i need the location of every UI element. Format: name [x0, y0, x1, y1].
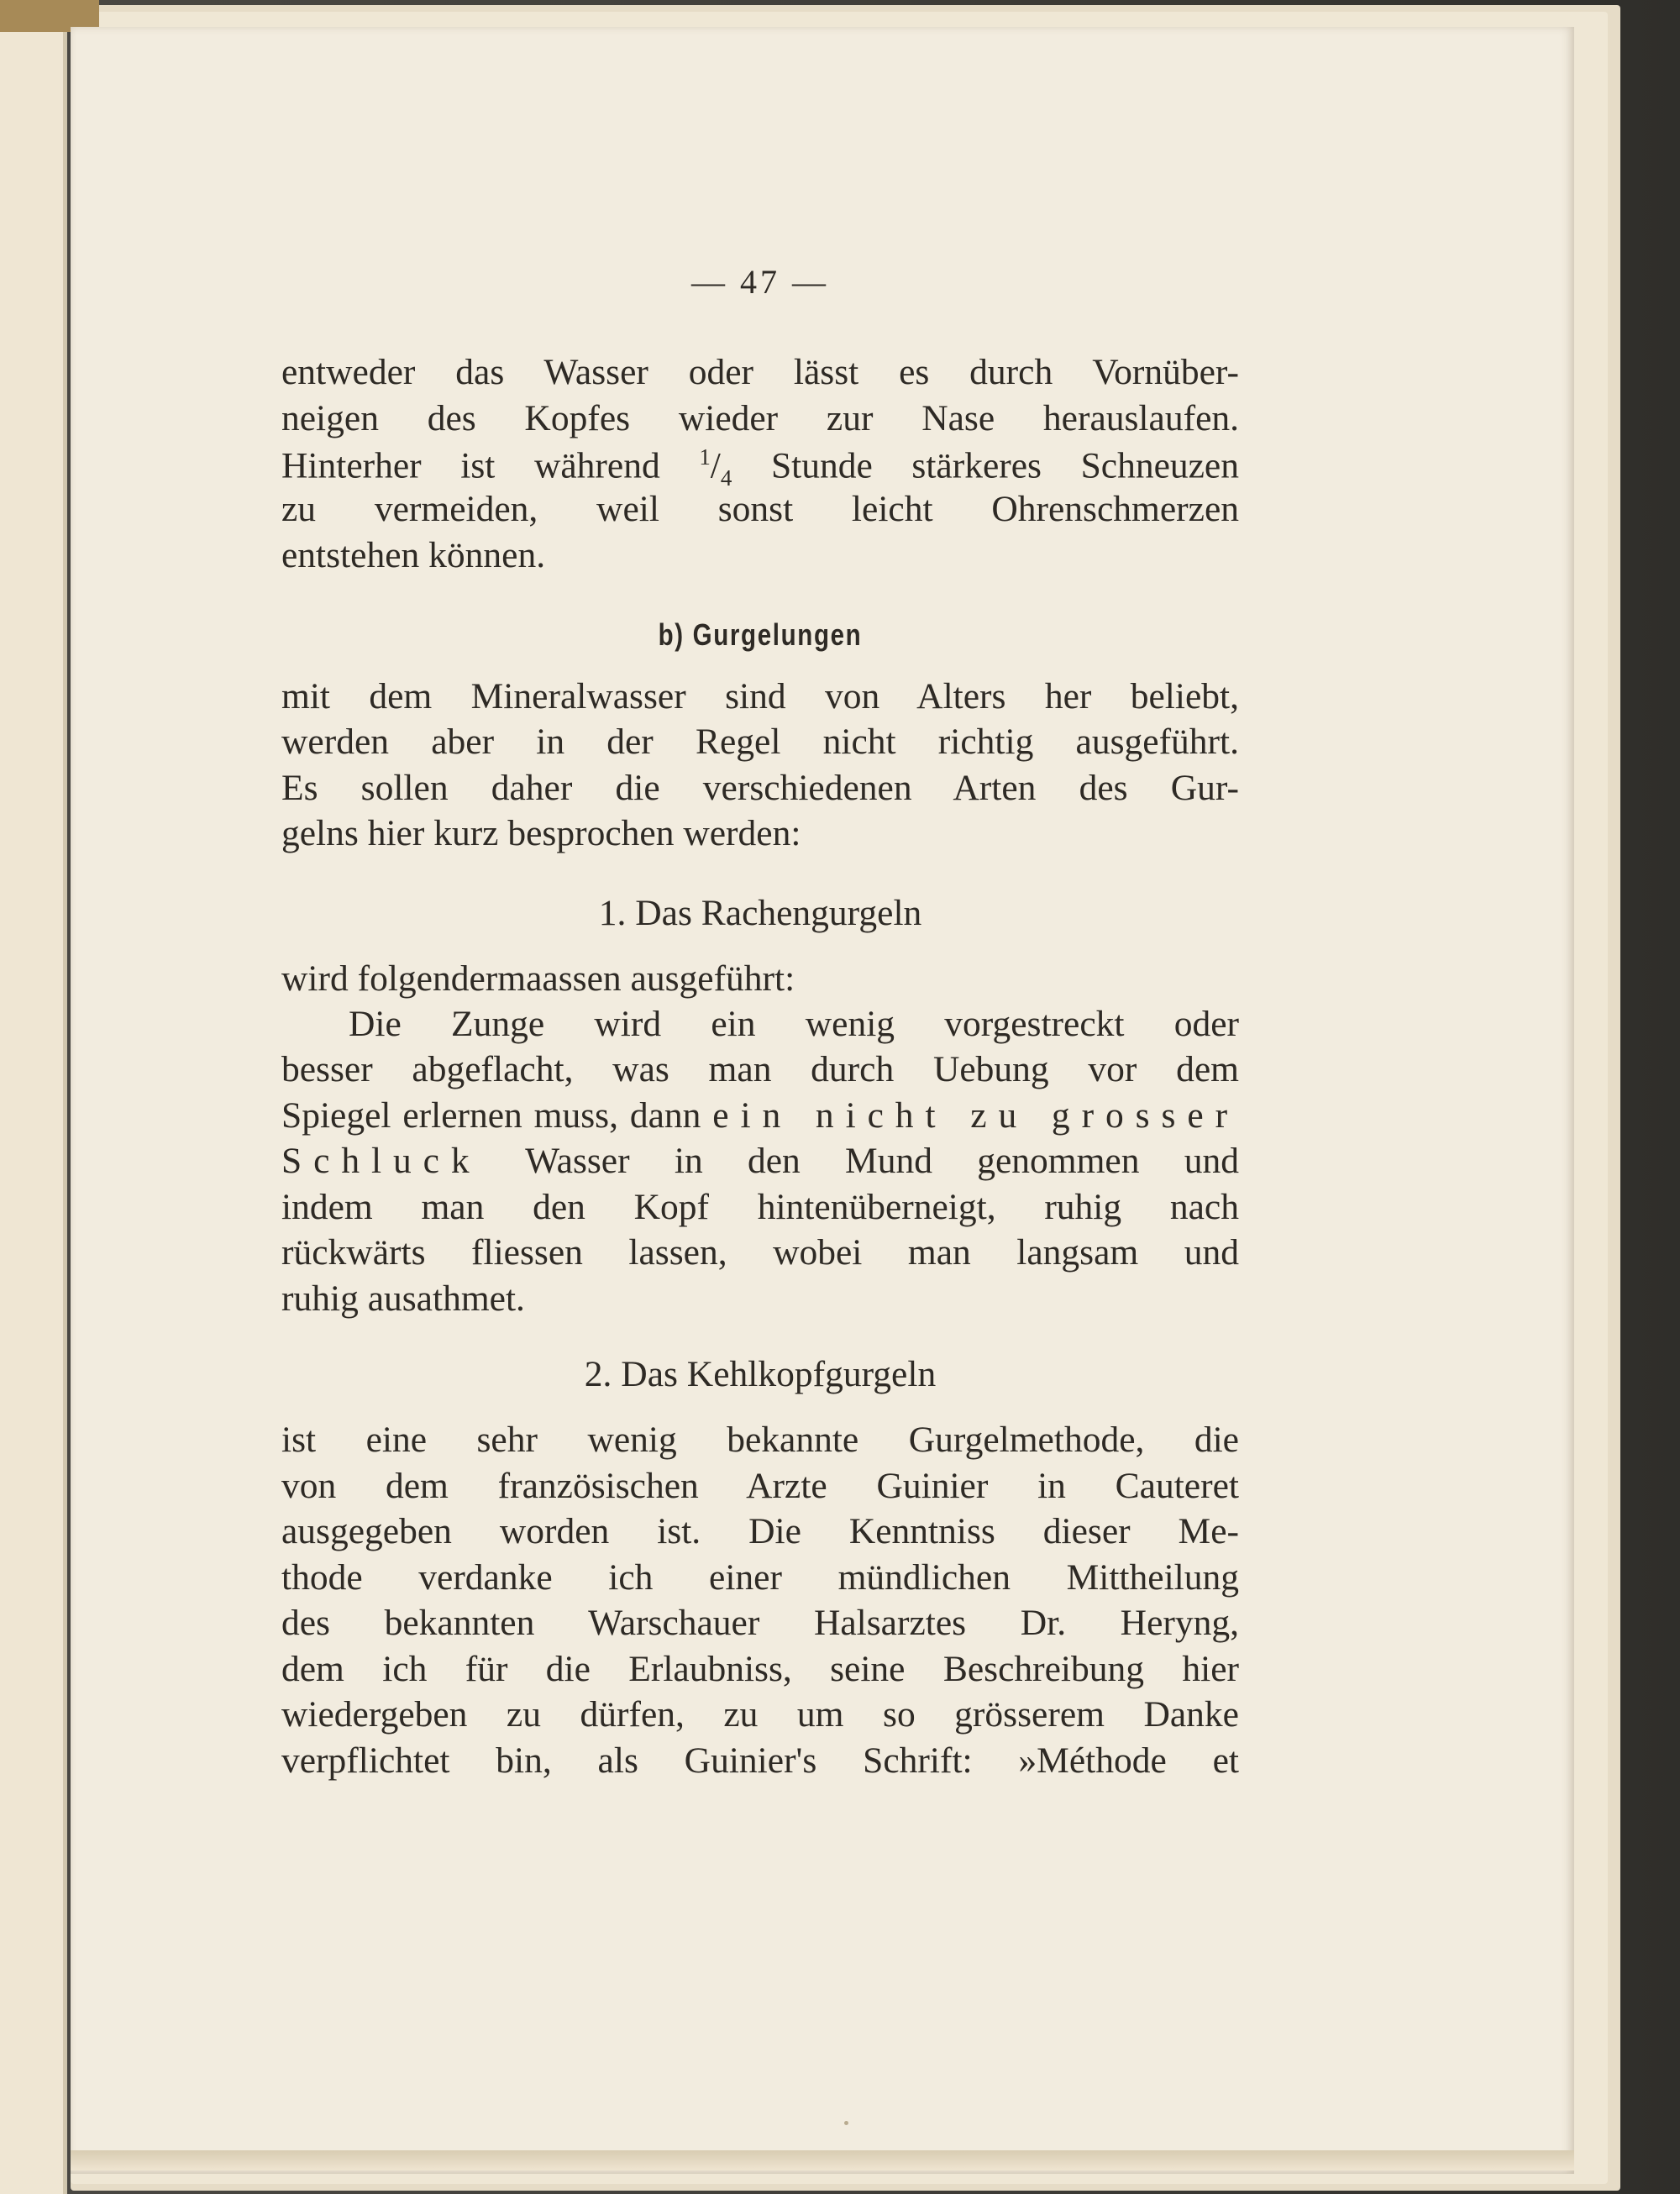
text-line: verpflichtet bin, als Guinier's Schrift: »Méthode et	[281, 1740, 1239, 1781]
text-line: Spiegel erlernen muss, dann ein nicht zu grosser	[281, 1095, 1239, 1136]
text-line: Die Zunge wird ein wenig vorgestreckt oder	[349, 1004, 1239, 1044]
text-line: zu vermeiden, weil sonst leicht Ohrenschmerzen	[281, 489, 1239, 529]
text-line: des bekannten Warschauer Halsarztes Dr. Heryng,	[281, 1603, 1239, 1643]
text-line: entweder das Wasser oder lässt es durch Vornüber-	[281, 352, 1239, 392]
text-line: ausgegeben worden ist. Die Kenntniss dieser Me-	[281, 1511, 1239, 1551]
subheading: 1. Das Rachengurgeln	[598, 893, 922, 933]
text-line: rückwärts fliessen lassen, wobei man langsam und	[281, 1232, 1239, 1273]
text-line: Schluck Wasser in den Mund genommen und	[281, 1141, 1239, 1181]
page-number: — 47 —	[691, 263, 829, 301]
text-line: mit dem Mineralwasser sind von Alters her beliebt,	[281, 676, 1239, 716]
text-line: ruhig ausathmet.	[281, 1278, 525, 1319]
text-line: besser abgeflacht, was man durch Uebung vor dem	[281, 1049, 1239, 1089]
text-line: von dem französischen Arzte Guinier in Cauteret	[281, 1466, 1239, 1506]
text-line: ist eine sehr wenig bekannte Gurgelmethode, die	[281, 1420, 1239, 1460]
section-heading: b) Gurgelungen	[658, 617, 863, 652]
text-line: dem ich für die Erlaubniss, seine Beschreibung hier	[281, 1649, 1239, 1689]
text-line: wird folgendermaassen ausgeführt:	[281, 958, 795, 999]
text-line: Es sollen daher die verschiedenen Arten des Gur-	[281, 768, 1239, 808]
text-line: wiedergeben zu dürfen, zu um so grösserem Danke	[281, 1694, 1239, 1735]
paper-speck	[844, 2121, 848, 2125]
previous-page-edge	[0, 0, 66, 2194]
text-line: werden aber in der Regel nicht richtig ausgeführt.	[281, 722, 1239, 762]
text-line: gelns hier kurz besprochen werden:	[281, 813, 801, 853]
text-line: Hinterher ist während $^1/_4$ Stunde stärkeres Schneuzen	[281, 444, 1239, 491]
text-line: entstehen können.	[281, 535, 546, 575]
text-line: thode verdanke ich einer mündlichen Mittheilung	[281, 1557, 1239, 1598]
text-line: indem man den Kopf hintenüberneigt, ruhig nach	[281, 1187, 1239, 1227]
text-line: neigen des Kopfes wieder zur Nase herauslaufen.	[281, 398, 1239, 438]
subheading: 2. Das Kehlkopfgurgeln	[584, 1354, 937, 1394]
page-bottom-edge	[71, 2150, 1574, 2170]
